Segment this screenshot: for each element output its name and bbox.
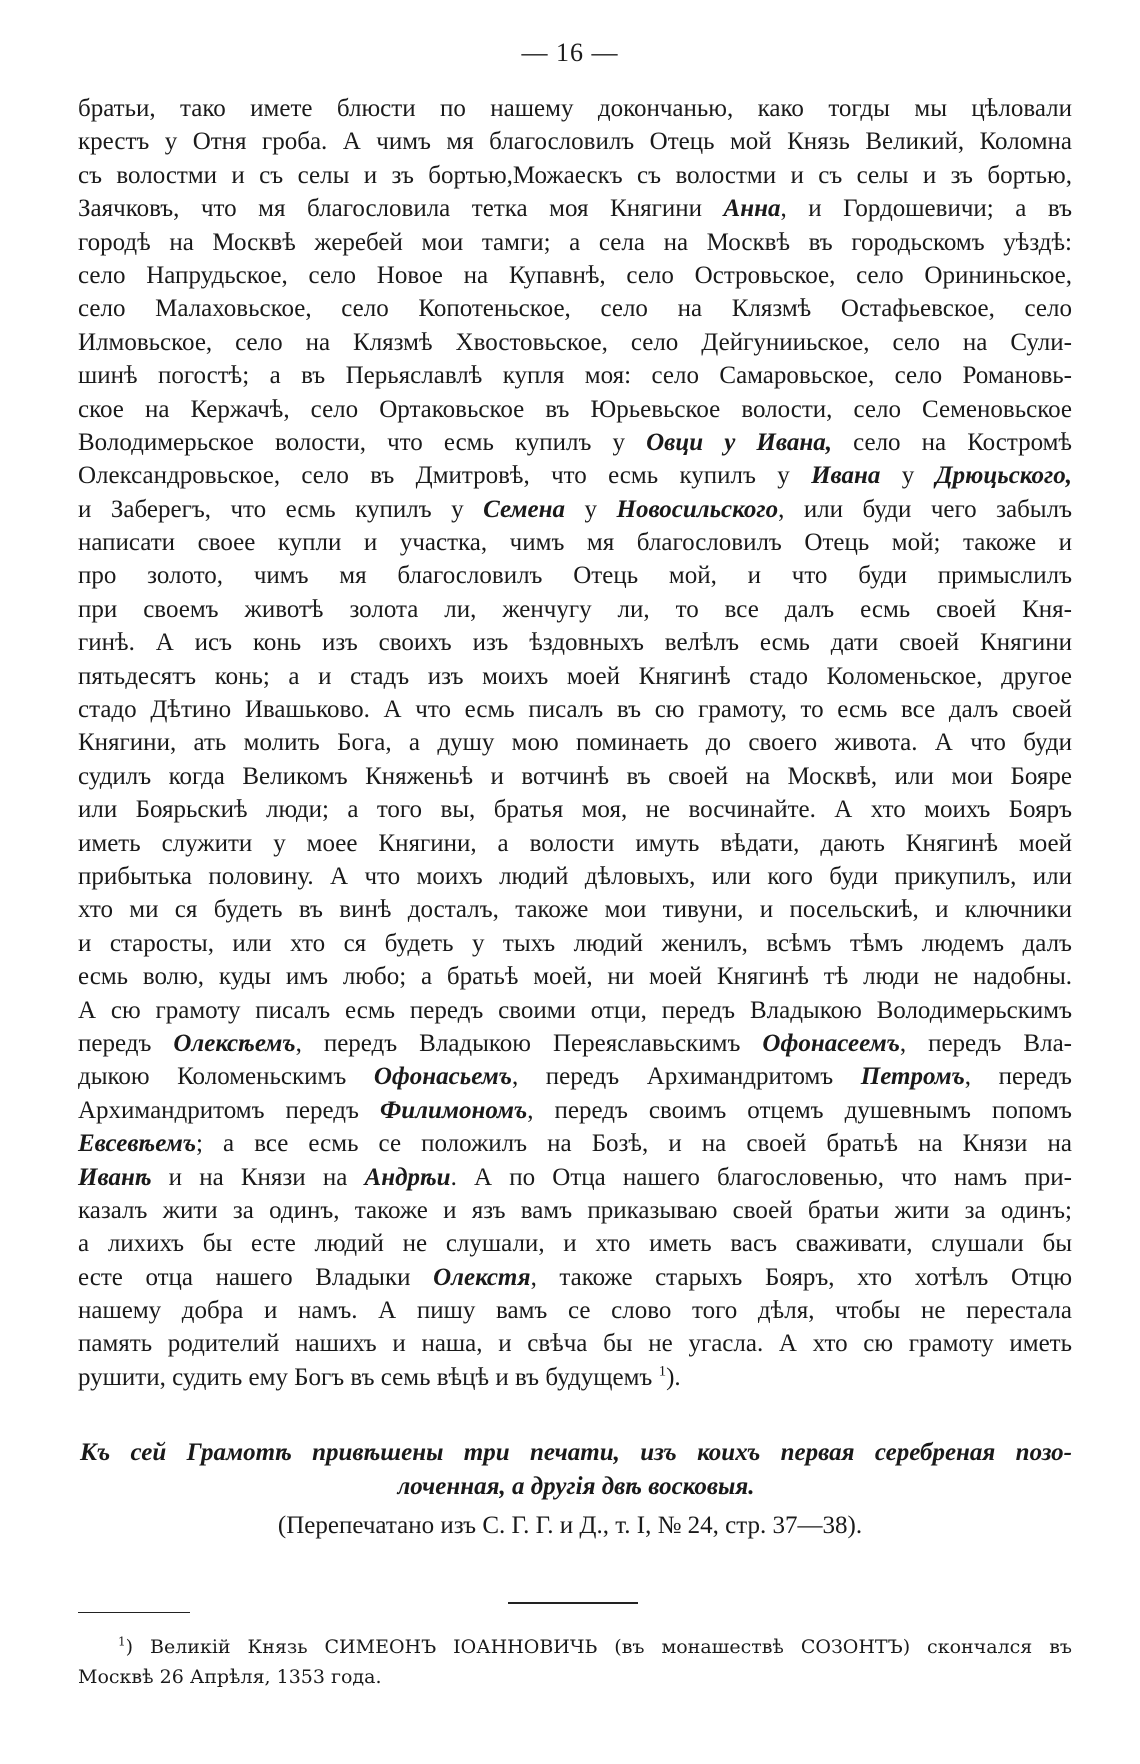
text-run: иметь служити у моее Княгини, а волости имуть вѣдати, дають Княгинѣ моей (78, 829, 1072, 857)
text-line (78, 793, 1072, 826)
text-run: Архимандритомъ передъ (78, 1096, 380, 1124)
text-line (78, 1361, 1072, 1394)
footnote-line-1 (78, 1632, 1072, 1662)
text-run: , передъ Архимандритомъ (511, 1063, 861, 1091)
text-run: съ волостми и съ селы и зъ бортью,Можаескъ съ волостми и съ селы и зъ бортью, (78, 161, 1072, 189)
text-line (78, 1161, 1072, 1194)
text-line (78, 1194, 1072, 1227)
italic-name: Офонасьемъ (373, 1063, 512, 1091)
text-line (78, 493, 1072, 526)
text-run: Заячковъ, что мя благословила тетка моя Княгини (78, 195, 724, 223)
text-line (78, 92, 1072, 125)
text-run: прибытька половину. А что моихъ людий дѣловыхъ, или кого буди прикупилъ, или (78, 862, 1072, 890)
text-line (78, 827, 1072, 860)
text-run: . А по Отца нашего благословенью, что намъ при- (450, 1163, 1072, 1191)
text-line (78, 1227, 1072, 1260)
italic-name: Петромъ (860, 1063, 965, 1091)
text-run: и старосты, или хто ся будеть у тыхъ людий женилъ, всѣмъ тѣмъ людемъ далъ (78, 929, 1072, 957)
text-run: нашему добра и намъ. А пишу вамъ се слово того дѣля, чтобы не перестала (78, 1297, 1072, 1325)
footnote-divider (78, 1612, 190, 1613)
text-run: память родителий нашихъ и наша, и свѣча бы не угасла. А хто сю грамоту иметь (78, 1330, 1072, 1358)
italic-name: Ивана (811, 462, 881, 490)
text-run: есте отца нашего Владыки (78, 1263, 434, 1291)
text-run: пятьдесятъ конь; а и стадъ изъ моихъ моей Княгинѣ стадо Коломеньское, другое (78, 662, 1072, 690)
page-number: — 16 — (521, 38, 619, 67)
text-line (78, 660, 1072, 693)
text-line (78, 159, 1072, 192)
italic-name: Овци у Ивана, (646, 428, 832, 456)
italic-name: Семена (483, 495, 566, 523)
section-divider (508, 1602, 638, 1604)
italic-name: Олекстя (433, 1263, 531, 1291)
text-run: , передъ своимъ отцемъ душевнымъ попомъ (527, 1096, 1072, 1124)
text-run: крестъ у Отня гроба. А чимъ мя благословилъ Отець мой Князь Великий, Коломна (78, 128, 1072, 156)
charter-text (78, 92, 1072, 1394)
text-line (78, 259, 1072, 292)
text-run: хто ми ся будеть въ винѣ досталъ, такоже мои тивуни, и посельскиѣ, и ключники (78, 896, 1072, 924)
italic-name: Филимономъ (379, 1096, 528, 1124)
text-run: село Малаховьское, село Копотеньское, село на Клязмѣ Остафьевское, село (78, 295, 1072, 323)
text-line (78, 593, 1072, 626)
footnote-ref: 1 (658, 1363, 667, 1380)
text-run: , передъ (964, 1063, 1072, 1091)
text-run: передъ (78, 1029, 174, 1057)
footnote-text: ) Великій Князь СИМЕОНЪ ІОАННОВИЧЬ (въ монашествѣ СОЗОНТЪ) скончался въ (125, 1636, 1072, 1658)
italic-name: Офонасеемъ (762, 1029, 900, 1057)
seals-note-line-1: Къ сей Грамотѣ привѣшены три печати, изъ коихъ первая серебреная позо- (80, 1439, 1072, 1466)
text-line (78, 860, 1072, 893)
text-run: Олександровьское, село въ Дмитровѣ, что есмь купилъ у (78, 462, 812, 490)
text-line (78, 226, 1072, 259)
italic-name: Евсевѣемъ (78, 1130, 196, 1158)
text-run: А сю грамоту писалъ есмь передъ своими отци, передъ Владыкою Володимерьскимъ (78, 996, 1072, 1024)
text-run: Княгини, ать молить Бога, а душу мою поминаеть до своего живота. А что буди (78, 729, 1072, 757)
text-line (78, 393, 1072, 426)
text-run: у (565, 495, 617, 523)
italic-name: Новосильского (616, 495, 779, 523)
text-line (78, 1127, 1072, 1160)
text-run: ское на Кержачѣ, село Ортаковьское въ Юрьевьское волости, село Семеновьское (78, 395, 1072, 423)
text-line (78, 960, 1072, 993)
text-line (78, 192, 1072, 225)
text-run: село Напрудьское, село Новое на Купавнѣ, село Островьское, село Орининьское, (78, 261, 1072, 289)
text-line (78, 1094, 1072, 1127)
italic-name: Дрюцьского, (935, 462, 1072, 490)
text-run: написати своее купли и участка, чимъ мя благословилъ Отець мой; такоже и (78, 529, 1072, 557)
text-run: или Боярьскиѣ люди; а того вы, братья моя, не восчинайте. А хто моихъ Бояръ (78, 796, 1072, 824)
reprint-source: (Перепечатано изъ С. Г. Г. и Д., т. I, № 24, стр. 37—38). (277, 1512, 863, 1539)
text-run: Володимерьское волости, что есмь купилъ у (78, 428, 647, 456)
text-run: есмь волю, куды имъ любо; а братьѣ моей, ни моей Княгинѣ тѣ люди не надобны. (78, 963, 1072, 991)
text-line (78, 994, 1072, 1027)
seals-note-line-2: лоченная, а другія двѣ восковыя. (397, 1473, 755, 1500)
text-run: , передъ Вла- (899, 1029, 1073, 1057)
text-run: и Заберегъ, что есмь купилъ у (78, 495, 484, 523)
text-run: село на Костромѣ (832, 428, 1073, 456)
text-run: ). (666, 1363, 681, 1391)
text-run: городѣ на Москвѣ жеребей мои тамги; а села на Москвѣ въ городьскомъ уѣздѣ: (78, 228, 1072, 256)
text-line (78, 1261, 1072, 1294)
footnote (78, 1632, 1072, 1692)
text-line (78, 559, 1072, 592)
text-line (78, 1027, 1072, 1060)
text-run: , передъ Владыкою Переяславьскимъ (295, 1029, 763, 1057)
text-run: дыкою Коломеньскимъ (78, 1063, 374, 1091)
text-line (78, 1294, 1072, 1327)
text-line (78, 726, 1072, 759)
text-run: стадо Дѣтино Ивашьково. А что есмь писалъ въ сю грамоту, то есмь все далъ своей (78, 696, 1072, 724)
text-line (78, 125, 1072, 158)
italic-name: Андрѣи (364, 1163, 451, 1191)
text-line (78, 693, 1072, 726)
text-run: про золото, чимъ мя благословилъ Отець мой, и что буди примыслилъ (78, 562, 1072, 590)
text-run: при своемъ животѣ золота ли, женчугу ли, то все далъ есмь своей Кня- (78, 595, 1072, 623)
italic-name: Анна (723, 195, 781, 223)
text-run: , такоже старыхъ Бояръ, хто хотѣлъ Отцю (530, 1263, 1073, 1291)
text-line (78, 526, 1072, 559)
text-line (78, 459, 1072, 492)
text-run: у (880, 462, 936, 490)
text-line (78, 927, 1072, 960)
text-run: ; а все есмь се положилъ на Бозѣ, и на своей братьѣ на Князи на (196, 1130, 1072, 1158)
text-run: гинѣ. А исъ конь изъ своихъ изъ ѣздовныхъ велѣлъ есмь дати своей Княгини (78, 629, 1072, 657)
text-line (78, 1060, 1072, 1093)
footnote-line-2: Москвѣ 26 Апрѣля, 1353 года. (78, 1666, 382, 1688)
text-run: судилъ когда Великомъ Княженьѣ и вотчинѣ въ своей на Москвѣ, или мои Бояре (78, 762, 1072, 790)
text-run: , и Гордошевичи; а въ (780, 195, 1072, 223)
italic-name: Иванѣ (78, 1163, 152, 1191)
text-line (78, 626, 1072, 659)
footnote-marker: 1 (118, 1634, 126, 1649)
text-run: казалъ жити за одинъ, такоже и язъ вамъ приказываю своей братьи жити за одинъ; (78, 1196, 1072, 1224)
text-run: рушити, судить ему Богъ въ семь вѣцѣ и въ будущемъ (78, 1363, 659, 1391)
text-line (78, 1327, 1072, 1360)
text-line (78, 292, 1072, 325)
text-run: , или буди чего забылъ (778, 495, 1073, 523)
text-line (78, 326, 1072, 359)
text-run: шинѣ погостѣ; а въ Перьяславлѣ купля моя: село Самаровьское, село Романовь- (78, 362, 1072, 390)
italic-name: Олексѣемъ (173, 1029, 296, 1057)
text-run: Илмовьское, село на Клязмѣ Хвостовьское, село Дейгунииьское, село на Сули- (78, 328, 1072, 356)
text-run: и на Князи на (151, 1163, 365, 1191)
text-line (78, 359, 1072, 392)
text-line (78, 426, 1072, 459)
text-line (78, 893, 1072, 926)
text-run: братьи, тако имете блюсти по нашему докончанью, како тогды мы цѣловали (78, 95, 1072, 122)
text-run: а лихихъ бы есте людий не слушали, и хто иметь васъ сваживати, слушали бы (78, 1230, 1072, 1258)
seals-note (80, 1436, 1072, 1504)
text-line (78, 760, 1072, 793)
